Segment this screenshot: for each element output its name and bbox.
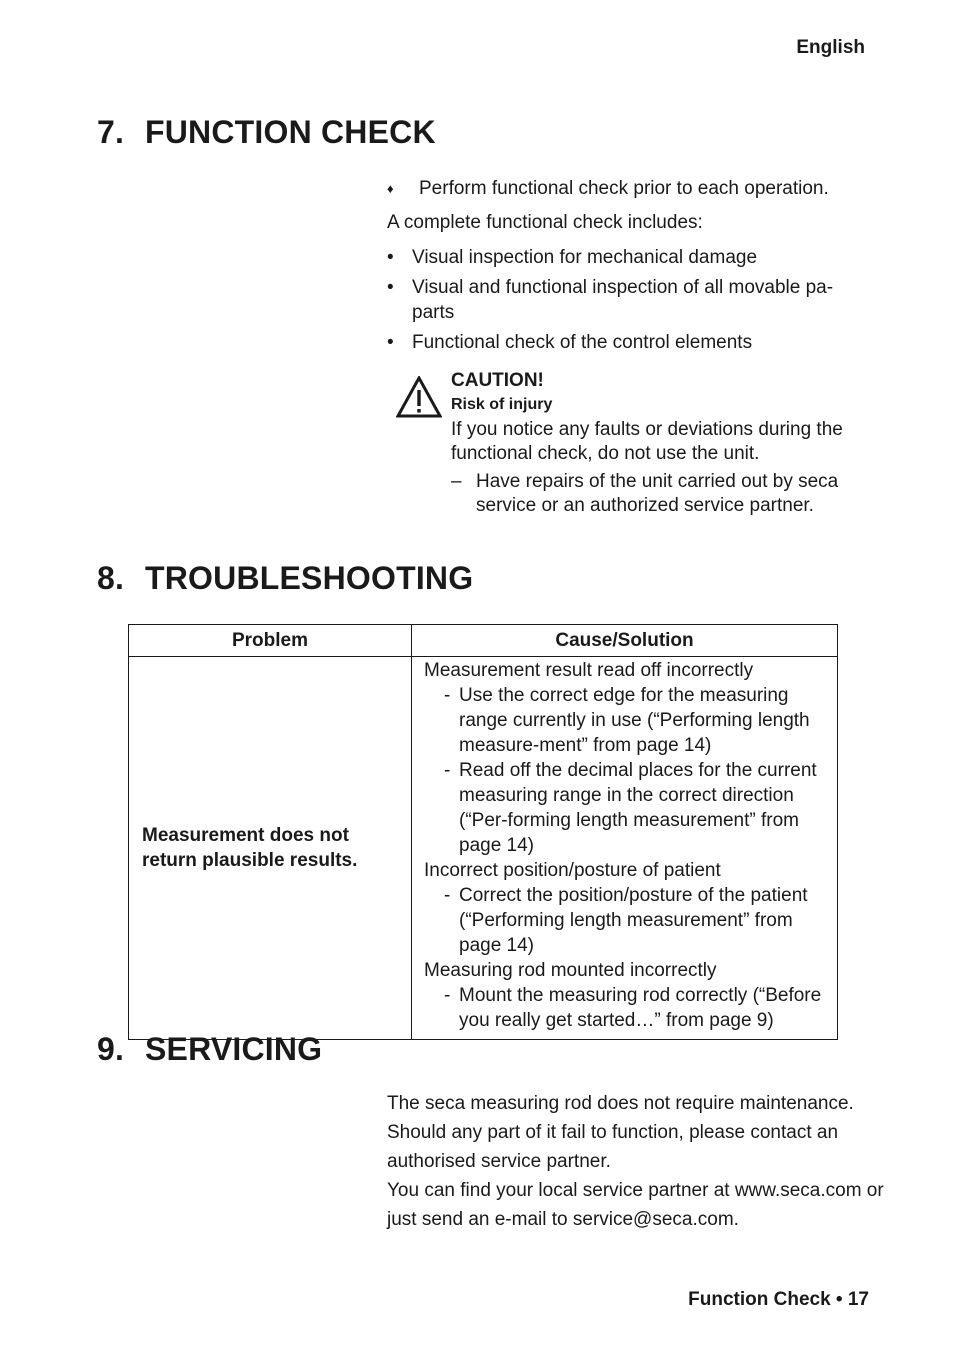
- section-number: 7.: [97, 114, 125, 150]
- section-heading-function-check: [97, 114, 436, 151]
- section-number: 9.: [97, 1031, 125, 1067]
- section-title: SERVICING: [145, 1031, 323, 1067]
- section-title: TROUBLESHOOTING: [145, 560, 474, 596]
- cause-text: Measurement result read off incorrectly: [424, 660, 754, 681]
- table-header-row: [129, 625, 838, 657]
- dash-bullet-icon: -: [444, 985, 451, 1006]
- dash-bullet-icon: -: [444, 685, 451, 706]
- caution-body: If you notice any faults or deviations during the functional check, do not use the unit.: [451, 419, 843, 464]
- column-header-problem: Problem: [129, 625, 412, 657]
- dash-bullet-icon: –: [451, 471, 462, 492]
- caution-box: [396, 370, 876, 518]
- problem-cell: Measurement does not return plausible results.: [129, 657, 412, 1040]
- dash-bullet-icon: -: [444, 885, 451, 906]
- check-list: [387, 245, 877, 355]
- diamond-bullet-icon: ♦: [387, 181, 394, 196]
- caution-subtitle: Risk of injury: [451, 396, 553, 413]
- check-item: • Visual and functional inspection of all movable pa- parts: [387, 277, 834, 323]
- warning-triangle-icon: [396, 376, 442, 418]
- section-heading-troubleshooting: [97, 560, 473, 597]
- action-list: [387, 176, 877, 201]
- check-intro: A complete functional check includes:: [387, 212, 703, 233]
- section-title: FUNCTION CHECK: [145, 114, 436, 150]
- section-number: 8.: [97, 560, 125, 596]
- servicing-paragraph: The seca measuring rod does not require maintenance. Should any part of it fail to function, please contact an authorised service partner.: [387, 1093, 854, 1172]
- table-row: [129, 657, 838, 1040]
- fix-item: - Use the correct edge for the measuring range currently in use (“Performing length measure-ment” from page 14): [444, 685, 810, 756]
- caution-text: [451, 370, 876, 518]
- servicing-content: [387, 1089, 887, 1234]
- solution-cell: [412, 657, 838, 1040]
- caution-title: CAUTION!: [451, 370, 544, 391]
- check-item: • Functional check of the control elements: [387, 332, 753, 353]
- servicing-paragraph: You can find your local service partner at www.seca.com or just send an e-mail to service@seca.com.: [387, 1180, 884, 1230]
- dash-bullet-icon: -: [444, 760, 451, 781]
- bullet-icon: •: [387, 277, 394, 298]
- troubleshooting-table: [128, 624, 838, 1040]
- action-item: ♦ Perform functional check prior to each operation.: [387, 178, 829, 199]
- caution-instruction: – Have repairs of the unit carried out by seca service or an authorized service partner.: [451, 471, 839, 516]
- cause-text: Incorrect position/posture of patient: [424, 860, 721, 881]
- fix-item: - Correct the position/posture of the patient (“Performing length measurement” from page 14): [444, 885, 808, 956]
- page-footer: Function Check • 17: [688, 1289, 869, 1310]
- language-label: English: [796, 37, 865, 58]
- bullet-icon: •: [387, 332, 394, 353]
- fix-item: - Mount the measuring rod correctly (“Before you really get started…” from page 9): [444, 985, 822, 1031]
- fix-item: - Read off the decimal places for the current measuring range in the correct direction (“Per-forming length measurement” from page 14): [444, 760, 817, 856]
- section-heading-servicing: [97, 1031, 322, 1068]
- cause-text: Measuring rod mounted incorrectly: [424, 960, 717, 981]
- check-item: • Visual inspection for mechanical damage: [387, 247, 758, 268]
- bullet-icon: •: [387, 247, 394, 268]
- function-check-content: [387, 176, 877, 360]
- column-header-cause-solution: Cause/Solution: [412, 625, 838, 657]
